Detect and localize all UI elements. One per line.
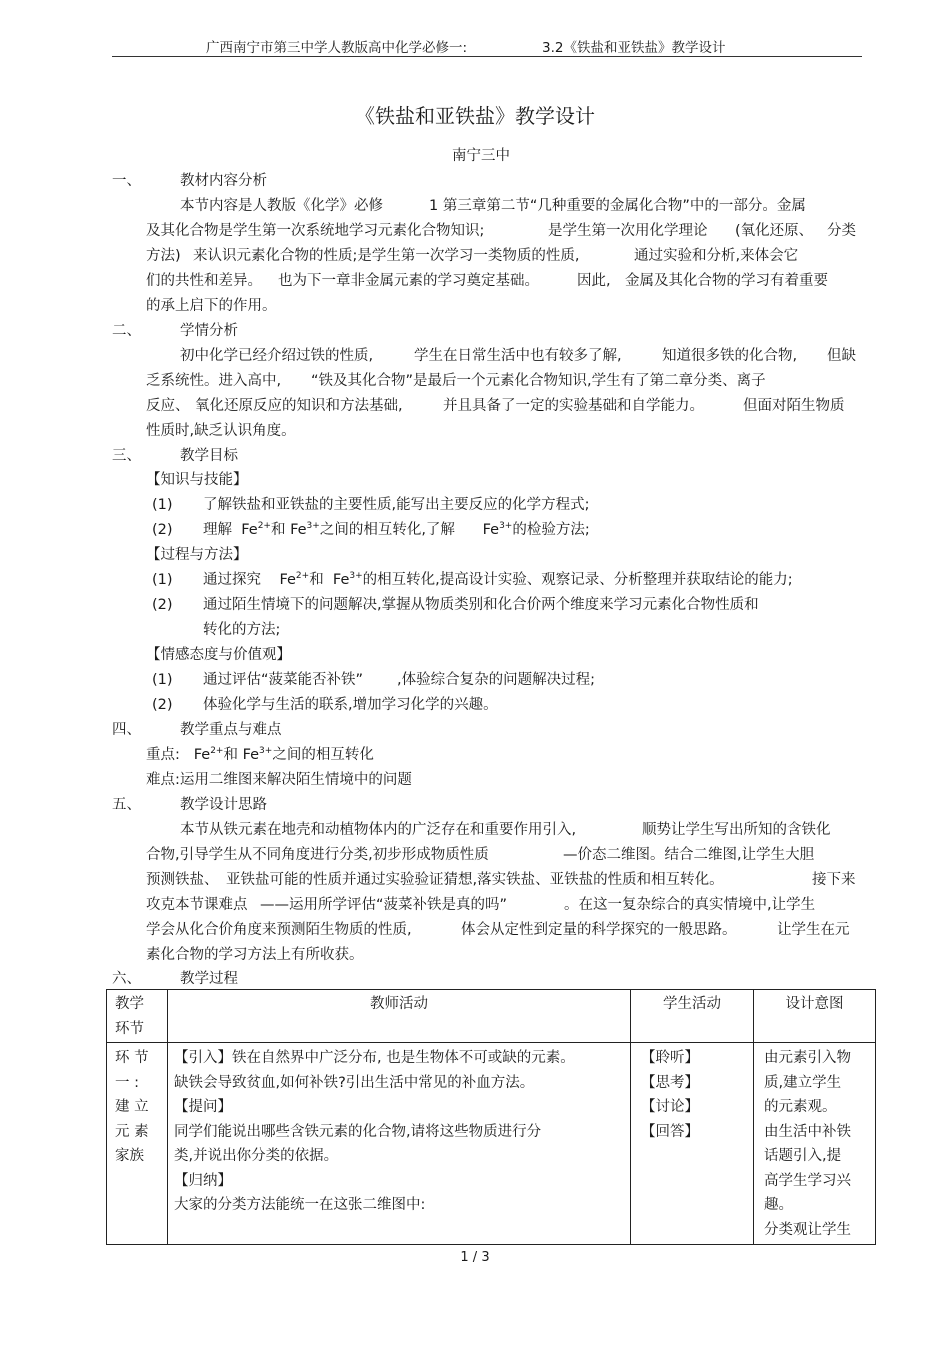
process-item-1: 通过探究 $Fe^{2+}$和 $Fe^{3+}$的相互转化,提高设计实验、观察记录、分析整理并获取结论的能力; <box>203 571 793 588</box>
process-item-2-cont: 转化的方法; <box>203 622 281 638</box>
s1-text: 来认识元素化合物的性质;是学生第一次学习一类物质的性质, <box>193 248 580 264</box>
design-intent-cell: 由元素引入物 质,建立学生 的元素观。 由生活中补铁 话题引入,提 高学生学习兴 趣。 分类观让学生 <box>754 1043 876 1245</box>
s5-text: 学会从化合价角度来预测陌生物质的性质, <box>146 922 412 938</box>
key-point: 重点: $Fe^{2+}$和 $Fe^{3+}$之间的相互转化 <box>146 746 374 763</box>
s5-text: 让学生在元 <box>777 922 850 938</box>
header-teacher: 教师活动 <box>168 990 631 1043</box>
section-1-number: 一、 <box>112 173 141 189</box>
s1-text: 方法) <box>146 248 181 264</box>
s5-text: 亚铁盐可能的性质并通过实验验证猜想,落实铁盐、亚铁盐的性质和相互转化。 <box>226 872 724 888</box>
item-number: (1) <box>152 672 173 688</box>
stage-cell: 环 节 一 : 建 立 元 素 家族 <box>107 1043 168 1245</box>
s1-text: 及其化合物是学生第一次系统地学习元素化合物知识; <box>146 223 485 239</box>
s1-text: 也为下一章非金属元素的学习奠定基础。 <box>278 273 539 289</box>
s5-text: 本节从铁元素在地壳和动植物体内的广泛存在和重要作用引入, <box>180 822 577 838</box>
section-2-number: 二、 <box>112 323 141 339</box>
header-intent: 设计意图 <box>754 990 876 1043</box>
s2-text: 知道很多铁的化合物, <box>662 348 798 364</box>
section-4-number: 四、 <box>112 722 141 738</box>
table-header-row <box>107 990 876 1043</box>
item-number: (1) <box>152 572 173 588</box>
s5-text: ——运用所学评估“菠菜补铁是真的吗” <box>260 897 508 913</box>
s2-text: “铁及其化合物”是最后一个元素化合物知识,学生有了第二章分类、离子 <box>311 373 766 389</box>
knowledge-item-2: 理解 $Fe^{2+}$和 $Fe^{3+}$之间的相互转化,了解 $Fe^{3+}$的检验方法; <box>203 521 590 538</box>
s5-text: 接下来 <box>812 872 856 888</box>
process-heading: 【过程与方法】 <box>146 547 248 563</box>
difficult-point: 难点:运用二维图来解决陌生情境中的问题 <box>146 772 412 788</box>
section-5-number: 五、 <box>112 797 141 813</box>
header-stage: 教学 环节 <box>107 990 168 1043</box>
table-row <box>107 1043 876 1245</box>
emotion-item-1-cont: ,体验综合复杂的问题解决过程; <box>397 672 595 688</box>
s2-text: 反应、 <box>146 398 190 414</box>
s2-text: 但缺 <box>827 348 856 364</box>
page-number: 1 / 3 <box>460 1250 490 1265</box>
doc-author: 南宁三中 <box>452 148 510 164</box>
s1-text: 1 第三章第二节“几种重要的金属化合物”中的一部分。金属 <box>429 198 806 214</box>
section-5-title: 教学设计思路 <box>180 797 267 813</box>
s2-text: 学生在日常生活中也有较多了解, <box>414 348 622 364</box>
s5-text: —价态二维图。结合二维图,让学生大胆 <box>563 847 815 863</box>
section-3-number: 三、 <box>112 448 141 464</box>
teaching-process-table <box>106 989 876 1245</box>
s5-text: 素化合物的学习方法上有所收获。 <box>146 947 364 963</box>
emotion-heading: 【情感态度与价值观】 <box>146 647 291 663</box>
knowledge-item-1: 了解铁盐和亚铁盐的主要性质,能写出主要反应的化学方程式; <box>203 497 590 513</box>
teacher-activity-cell: 【引入】铁在自然界中广泛分布, 也是生物体不可或缺的元素。 缺铁会导致贫血,如何补铁?引出生活中常见的补血方法。 【提问】 同学们能说出哪些含铁元素的化合物,请将这些物质进行分 类,并说出你分类的依据。 【归纳】 大家的分类方法能统一在这张二维图中: <box>168 1043 631 1245</box>
item-number: (2) <box>152 597 173 613</box>
header-right: 3.2《铁盐和亚铁盐》教学设计 <box>542 40 726 56</box>
item-number: (2) <box>152 697 173 713</box>
section-1-title: 教材内容分析 <box>180 173 267 189</box>
process-item-2: 通过陌生情境下的问题解决,掌握从物质类别和化合价两个维度来学习元素化合物性质和 <box>203 597 759 613</box>
s2-text: 乏系统性。进入高中, <box>146 373 282 389</box>
header-left: 广西南宁市第三中学人教版高中化学必修一: <box>206 40 468 56</box>
s1-text: 本节内容是人教版《化学》必修 <box>180 198 383 214</box>
section-6-number: 六、 <box>112 971 141 987</box>
s5-text: 。在这一复杂综合的真实情境中,让学生 <box>564 897 816 913</box>
s5-text: 合物,引导学生从不同角度进行分类,初步形成物质性质 <box>146 847 489 863</box>
s1-text: 因此, <box>577 273 611 289</box>
knowledge-heading: 【知识与技能】 <box>146 472 248 488</box>
s1-text: 金属及其化合物的学习有着重要 <box>625 273 828 289</box>
emotion-item-1: 通过评估“菠菜能否补铁” <box>203 672 364 688</box>
doc-title: 《铁盐和亚铁盐》教学设计 <box>355 104 595 128</box>
s5-text: 体会从定性到定量的科学探究的一般思路。 <box>461 922 737 938</box>
s2-text: 但面对陌生物质 <box>743 398 845 414</box>
section-3-title: 教学目标 <box>180 448 238 464</box>
s2-text: 性质时,缺乏认识角度。 <box>146 423 296 439</box>
emotion-item-2: 体验化学与生活的联系,增加学习化学的兴趣。 <box>203 697 498 713</box>
s5-text: 预测铁盐、 <box>146 872 219 888</box>
item-number: (2) <box>152 522 173 538</box>
s2-text: 并且具备了一定的实验基础和自学能力。 <box>443 398 704 414</box>
item-number: (1) <box>152 497 173 513</box>
section-4-title: 教学重点与难点 <box>180 722 282 738</box>
section-6-title: 教学过程 <box>180 971 238 987</box>
s1-text: 是学生第一次用化学理论 <box>548 223 708 239</box>
s1-text: (氧化还原、 <box>735 223 814 239</box>
page-header <box>112 30 862 57</box>
s1-text: 通过实验和分析,来体会它 <box>634 248 799 264</box>
student-activity-cell: 【聆听】 【思考】 【讨论】 【回答】 <box>631 1043 754 1245</box>
header-student: 学生活动 <box>631 990 754 1043</box>
section-2-title: 学情分析 <box>180 323 238 339</box>
s1-text: 们的共性和差异。 <box>146 273 262 289</box>
s2-text: 初中化学已经介绍过铁的性质, <box>180 348 374 364</box>
s5-text: 顺势让学生写出所知的含铁化 <box>642 822 831 838</box>
s1-text: 的承上启下的作用。 <box>146 298 277 314</box>
s2-text: 氧化还原反应的知识和方法基础, <box>195 398 403 414</box>
s1-text: 分类 <box>827 223 856 239</box>
s5-text: 攻克本节课难点 <box>146 897 248 913</box>
